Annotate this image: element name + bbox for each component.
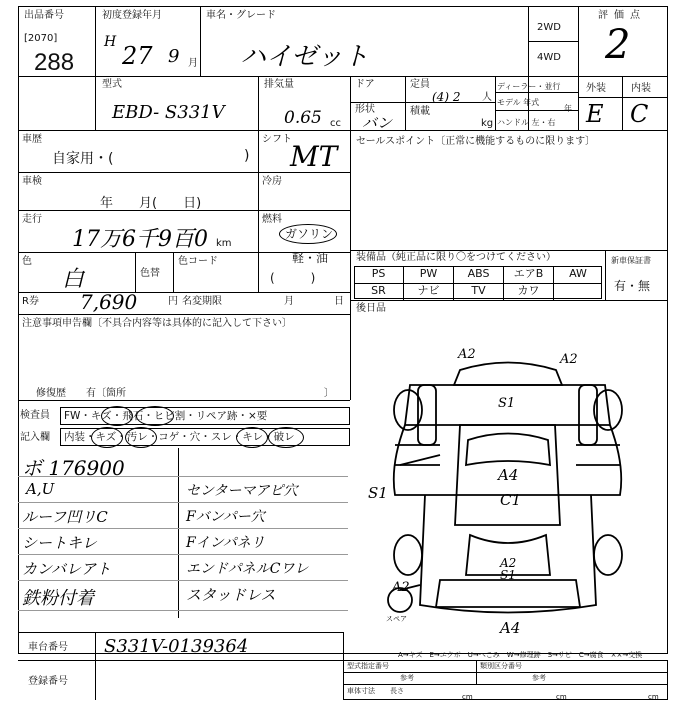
- load-unit: kg: [481, 118, 494, 129]
- cm-2: cm: [556, 693, 567, 701]
- reg-year: 27: [122, 42, 153, 70]
- damage-legend: A→キズ E→エクボ U→へこみ W→修理跡 S→サビ C→腐食 ××→交換: [398, 651, 643, 659]
- type-designation-label: 型式指定番号: [347, 662, 389, 670]
- inspector-items: FW・キズ・飛石・ヒビ割・リペア跡・×要: [64, 410, 268, 422]
- usage-label: 車歴: [22, 134, 42, 145]
- length-label: 長さ: [390, 687, 404, 695]
- ac-label: 冷房: [262, 176, 282, 187]
- shift-label: シフト: [262, 134, 292, 145]
- note-left-3: ルーフ凹リC: [22, 508, 108, 526]
- model-label: 型式: [102, 79, 122, 90]
- inspector-label: 検査員: [20, 410, 50, 421]
- note-left-4: シートキレ: [22, 534, 97, 552]
- equipment-row1-1: PW: [404, 266, 454, 283]
- chassis-number: S331V-0139364: [104, 636, 249, 657]
- note-left-1: ボ 176900: [22, 456, 125, 480]
- fuel-gasoline-circle: [279, 224, 337, 244]
- equipment-row2-2: TV: [454, 283, 504, 300]
- dealer-label: ディーラー・並行: [497, 82, 561, 91]
- recycle-label: R券: [22, 296, 39, 307]
- drive-2wd: 2WD: [537, 22, 561, 33]
- mark-s1-rear: S1: [500, 568, 516, 582]
- model-year-label: モデル 年式: [497, 98, 540, 107]
- car-name-label: 車名・グレード: [206, 10, 276, 21]
- fuel-label: 燃料: [262, 214, 282, 225]
- warranty-label: 新車保証書: [611, 256, 651, 265]
- month-unit: 月: [188, 58, 198, 69]
- body-type-label: 形状: [355, 104, 375, 115]
- recycle-amount: 7,690: [80, 290, 138, 314]
- capacity-label: 定員: [410, 79, 430, 90]
- entry-label: 記入欄: [20, 432, 50, 443]
- mark-a2-rear: A2: [500, 556, 517, 570]
- usage: 自家用・(: [52, 151, 114, 167]
- mark-c1-roof: C1: [500, 491, 522, 509]
- warranty-value: 有・無: [614, 279, 651, 293]
- vehicle-damage-diagram: [350, 315, 668, 635]
- era: H: [104, 34, 117, 50]
- auction-code: [2070]: [24, 33, 58, 44]
- entry-circle-kire: [268, 427, 304, 448]
- load-label: 積載: [410, 106, 430, 117]
- note-right-4: エンドパネルCワレ: [186, 561, 309, 577]
- body-type: バン: [362, 114, 393, 132]
- displacement-unit: cc: [330, 118, 341, 129]
- shift: MT: [290, 140, 338, 173]
- score: 2: [605, 22, 631, 68]
- first-reg-label: 初度登録年月: [102, 10, 162, 21]
- exterior-label: 外装: [586, 83, 606, 94]
- name-change-day: 日: [334, 296, 344, 307]
- equipment-row1-3: エアB: [504, 266, 554, 283]
- mark-a2-spare: A2: [392, 580, 410, 595]
- lot-number: 288: [34, 49, 75, 76]
- mark-s1-hood: S1: [498, 396, 516, 411]
- color-change-label: 色替: [140, 268, 160, 279]
- note-left-5: カンバレアト: [22, 560, 111, 578]
- displacement: 0.65: [284, 108, 322, 128]
- mileage: 17万6千9百0: [72, 227, 208, 252]
- inspection-ym: 年 月( 日): [100, 196, 202, 211]
- entry-circle-yogore: [125, 427, 157, 448]
- note-right-3: Fインパネリ: [186, 535, 265, 551]
- year-unit: 年: [564, 104, 572, 113]
- equipment-row1-2: ABS: [454, 266, 504, 283]
- equipment-title: 装備品（純正品に限り〇をつけてください）: [356, 252, 556, 263]
- inspector-circle-kizu: [101, 406, 133, 426]
- usage-close: ): [244, 148, 250, 164]
- mark-a2-front-right: A2: [560, 352, 578, 367]
- interior-grade: C: [630, 100, 649, 128]
- exterior-grade: E: [586, 100, 604, 128]
- fuel-paren: ( ): [270, 271, 316, 285]
- equipment-row2-3: カワ: [504, 283, 554, 300]
- classification-label: 類別区分番号: [480, 662, 522, 670]
- mileage-unit: km: [216, 238, 232, 249]
- displacement-label: 排気量: [264, 79, 294, 90]
- equipment-row2-0: SR: [354, 283, 404, 300]
- name-change-label: 名変期限: [182, 296, 222, 307]
- mark-a2-front-left: A2: [458, 347, 476, 362]
- inspector-circle-tobiishi: [136, 406, 174, 426]
- note-right-2: Fバンパー穴: [186, 509, 265, 525]
- cm-1: cm: [462, 693, 473, 701]
- color: 白: [62, 267, 85, 292]
- ref-label-1: 参考: [400, 674, 414, 682]
- note-left-6: 鉄粉付着: [22, 588, 94, 609]
- model: EBD- S331V: [112, 102, 225, 123]
- score-label: 評価点: [598, 10, 646, 21]
- note-left-2: A,U: [26, 480, 55, 498]
- delivery-label: 後日品: [356, 303, 386, 314]
- inspection-label: 車検: [22, 176, 42, 187]
- entry-circle-sure: [236, 427, 268, 448]
- equipment-row2-1: ナビ: [404, 283, 454, 300]
- repair-history: 修復歴 有〔箇所: [36, 388, 126, 399]
- interior-label: 内装: [631, 83, 651, 94]
- caution-label: 注意事項申告欄〔不具合内容等は具体的に記入して下さい〕: [22, 318, 292, 329]
- mark-a4-roof: A4: [498, 466, 519, 484]
- color-label: 色: [22, 256, 32, 267]
- reg-month: 9: [168, 46, 180, 67]
- repair-close: 〕: [324, 388, 334, 399]
- equipment-row2-4: [554, 283, 602, 300]
- note-right-5: スタッドレス: [186, 586, 276, 604]
- ref-label-2: 参考: [532, 674, 546, 682]
- reg-label: 登録番号: [28, 676, 68, 687]
- handle-label: ハンドル 左・右: [497, 118, 556, 127]
- chassis-label: 車台番号: [28, 642, 68, 653]
- mark-a4-bumper: A4: [500, 619, 521, 635]
- yen: 円: [168, 296, 178, 307]
- mileage-label: 走行: [22, 214, 42, 225]
- mark-s1-side: S1: [368, 484, 388, 502]
- capacity: (4) 2: [432, 90, 461, 104]
- cm-3: cm: [648, 693, 659, 701]
- note-right-1: センターマアピ穴: [186, 483, 298, 499]
- entry-circle-kizu: [91, 427, 123, 448]
- equipment-row1-0: PS: [354, 266, 404, 283]
- body-size-label: 車体寸法: [347, 687, 375, 695]
- sales-point-label: セールスポイント〔正常に機能するものに限ります〕: [356, 136, 596, 147]
- entry-items: 内装・キズ・汚レ・コゲ・穴・スレ・キレ・破レ: [64, 431, 295, 443]
- fuel-diesel: 軽・油: [292, 251, 329, 265]
- fuel-gasoline: ガソリン: [285, 227, 334, 241]
- car-name: ハイゼット: [240, 42, 369, 72]
- color-code-label: 色コード: [178, 256, 218, 267]
- spare-label: スペア: [386, 615, 407, 623]
- lot-label: 出品番号: [24, 10, 64, 21]
- drive-4wd: 4WD: [537, 52, 561, 63]
- door-label: ドア: [355, 79, 375, 90]
- equipment-row1-4: AW: [569, 267, 587, 280]
- name-change-month: 月: [284, 296, 294, 307]
- capacity-unit: 人: [482, 92, 492, 103]
